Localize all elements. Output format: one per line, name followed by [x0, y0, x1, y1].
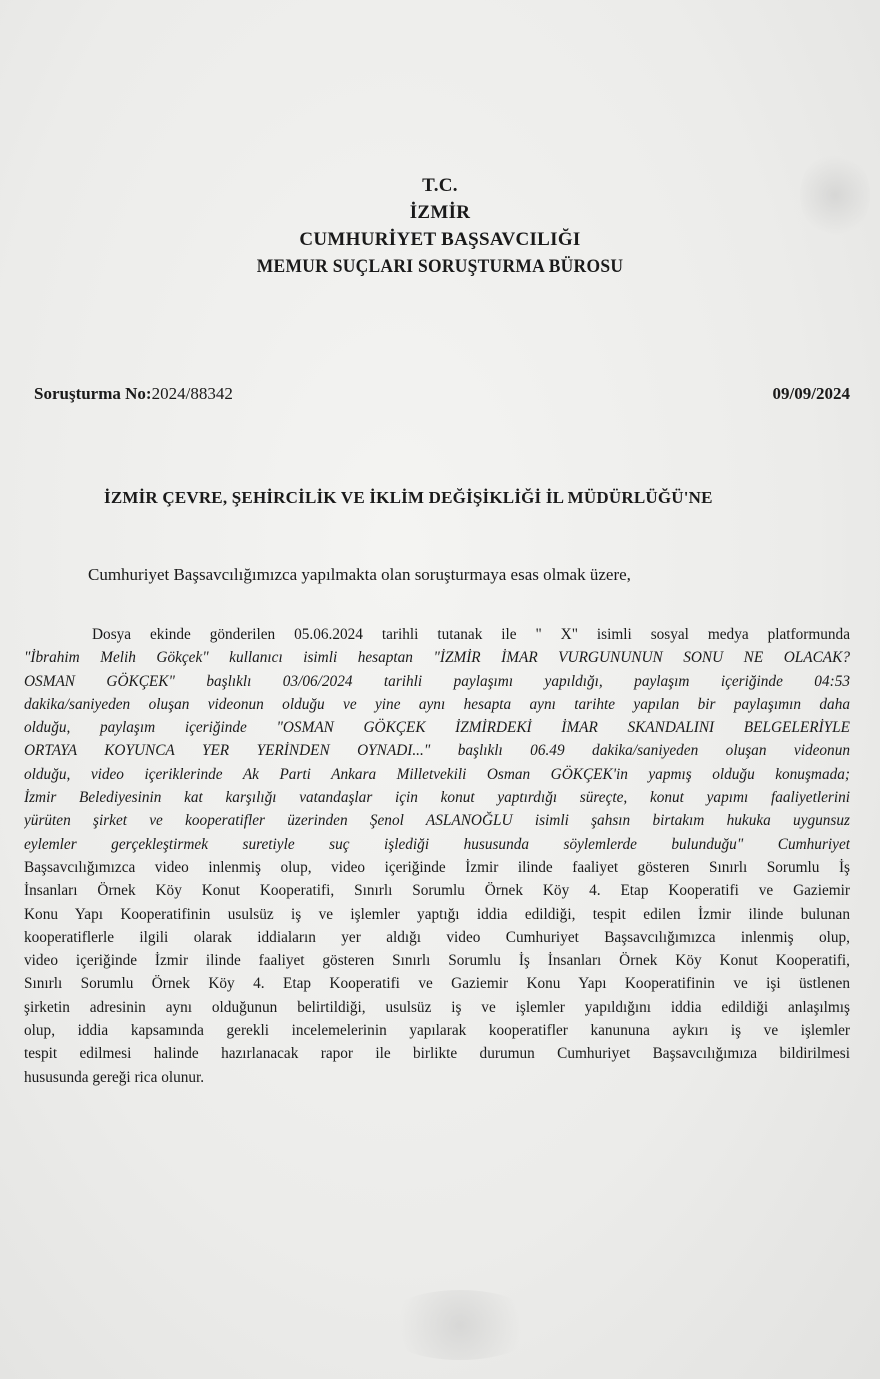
body-line: olduğu, video içeriklerinde Ak Parti Ankara Milletvekili Osman GÖKÇEK'in yapmış olduğu konuşmada;	[24, 765, 850, 783]
body-paragraph	[24, 623, 850, 1089]
body-line: olup, iddia kapsamında gerekli incelemelerinin yapılarak kooperatifler kanununa aykırı iş ve işlemler	[24, 1022, 850, 1040]
body-line: tespit edilmesi halinde hazırlanacak rapor ile birlikte durumun Cumhuriyet Başsavcılığımıza bildirilmesi	[24, 1045, 850, 1063]
body-line: eylemler gerçekleştirmek suretiyle suç işlediği hususunda söylemlerde bulunduğu" Cumhuriyet	[24, 835, 850, 853]
body-line: ORTAYA KOYUNCA YER YERİNDEN OYNADI..." başlıklı 06.49 dakika/saniyeden oluşan videonun	[24, 742, 850, 760]
intro-line: Cumhuriyet Başsavcılığımızca yapılmakta olan soruşturmaya esas olmak üzere,	[88, 565, 631, 584]
body-line: kooperatiflerle ilgili olarak iddiaların yer aldığı video Cumhuriyet Başsavcılığımızca inlenmiş olup,	[24, 928, 850, 946]
investigation-number	[34, 384, 233, 404]
document-header	[0, 172, 880, 280]
body-line: Dosya ekinde gönderilen 05.06.2024 tarihli tutanak ile " X" isimli sosyal medya platformunda	[92, 626, 850, 643]
document-date: 09/09/2024	[772, 384, 850, 403]
addressee: İZMİR ÇEVRE, ŞEHİRCİLİK VE İKLİM DEĞİŞİKLİĞİ İL MÜDÜRLÜĞÜ'NE	[104, 488, 713, 507]
body-line: Sınırlı Sorumlu Örnek Köy 4. Etap Kooperatifi ve Gaziemir Konu Yapı Kooperatifinin ve işi üstlenen	[24, 975, 850, 993]
paper-smudge	[380, 1290, 540, 1360]
body-line: Konu Yapı Kooperatifinin usulsüz iş ve işlemler yaptığı iddia edildiği, tespit edilen İzmir ilinde bulunan	[24, 905, 850, 923]
body-line: olduğu, paylaşım içeriğinde "OSMAN GÖKÇEK İZMİRDEKİ İMAR SKANDALINI BELGELERİYLE	[24, 719, 850, 737]
body-line: yürüten şirket ve kooperatifler üzerinden Şenol ASLANOĞLU isimli şahsın birtakım hukuka uygunsuz	[24, 812, 850, 830]
header-tc: T.C.	[422, 175, 458, 196]
header-city: İZMİR	[409, 202, 471, 223]
investigation-label: Soruşturma No:	[34, 384, 152, 403]
body-line: İzmir Belediyesinin kat karşılığı vatandaşlar için konut yaptırdığı süreçte, konut yapımı faaliyetlerini	[24, 789, 850, 807]
body-line: Başsavcılığımızca video inlenmiş olup, video içeriğinde İzmir ilinde faaliyet gösteren Sınırlı Sorumlu İş	[24, 858, 850, 876]
body-line: "İbrahim Melih Gökçek" kullanıcı isimli hesaptan "İZMİR İMAR VURGUNUNUN SONU NE OLACAK?	[24, 649, 850, 667]
body-line: dakika/saniyeden oluşan videonun olduğu ve yine aynı hesapta aynı tarihte yapılan bir paylaşımın daha	[24, 695, 850, 713]
investigation-number-value: 2024/88342	[151, 384, 233, 403]
body-line: hususunda gereği rica olunur.	[24, 1068, 205, 1086]
header-bureau: MEMUR SUÇLARI SORUŞTURMA BÜROSU	[256, 256, 624, 277]
body-line: video içeriğinde İzmir ilinde faaliyet gösteren Sınırlı Sorumlu İş İnsanları Örnek Köy Konut Kooperatifi,	[24, 952, 850, 970]
header-office: CUMHURİYET BAŞSAVCILIĞI	[299, 229, 581, 250]
body-line: şirketin adresinin aynı olduğunun belirtildiği, usulsüz iş ve işlemler yapıldığını iddia edildiği anlaşılmış	[24, 998, 850, 1016]
body-line: OSMAN GÖKÇEK" başlıklı 03/06/2024 tarihli paylaşımı yapıldığı, paylaşım içeriğinde 04:53	[24, 672, 850, 690]
reference-row	[34, 384, 850, 404]
body-line: İnsanları Örnek Köy Konut Kooperatifi, Sınırlı Sorumlu Örnek Köy 4. Etap Kooperatifi ve Gaziemir	[24, 882, 850, 900]
